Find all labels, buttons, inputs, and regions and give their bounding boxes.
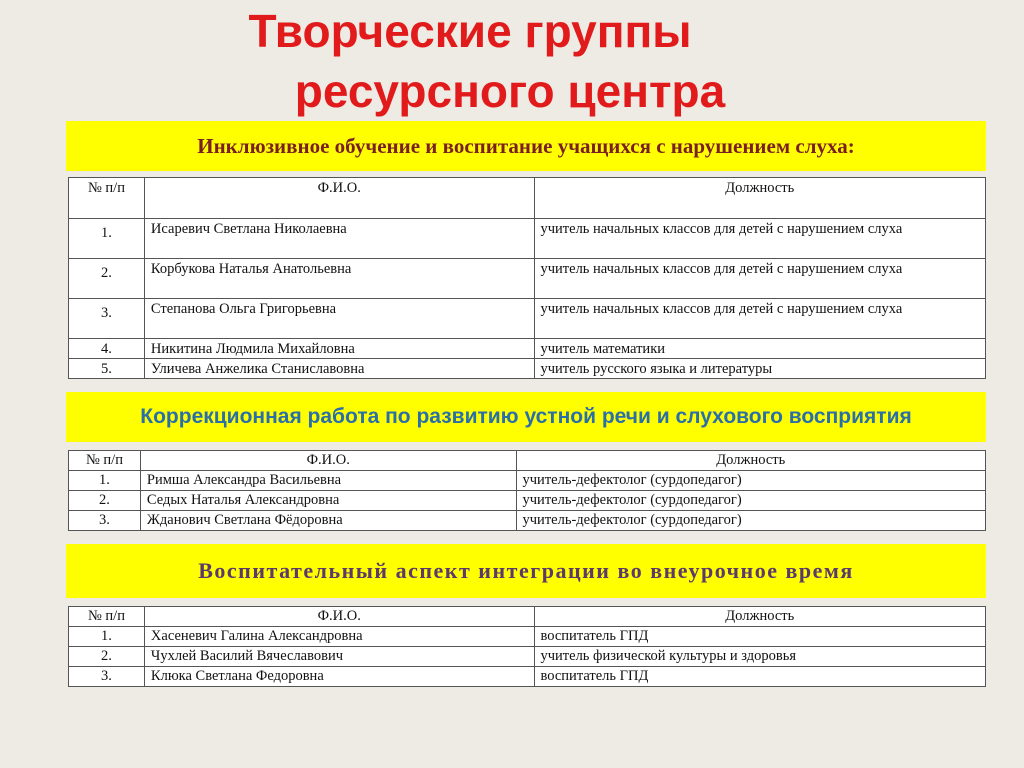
- row-position: учитель-дефектолог (сурдопедагог): [516, 491, 985, 511]
- table-row: [69, 219, 986, 259]
- row-number: 3.: [69, 667, 145, 687]
- table-row: [69, 627, 986, 647]
- row-number: 2.: [69, 647, 145, 667]
- row-name: Клюка Светлана Федоровна: [144, 667, 534, 687]
- row-name: Корбукова Наталья Анатольевна: [144, 259, 534, 299]
- row-position: учитель начальных классов для детей с нарушением слуха: [534, 259, 986, 299]
- table-header-row: [69, 178, 986, 219]
- group-heading-correction: Коррекционная работа по развитию устной речи и слухового восприятия: [66, 392, 986, 442]
- column-header-name: Ф.И.О.: [144, 178, 534, 219]
- column-header-name: Ф.И.О.: [140, 451, 516, 471]
- row-number: 2.: [69, 491, 141, 511]
- group-heading-inclusive: Инклюзивное обучение и воспитание учащихся с нарушением слуха:: [66, 121, 986, 171]
- group-table-extracurricular: [68, 606, 986, 687]
- table-row: [69, 647, 986, 667]
- row-position: учитель математики: [534, 339, 986, 359]
- row-number: 4.: [69, 339, 145, 359]
- row-number: 1.: [69, 471, 141, 491]
- table-row: [69, 259, 986, 299]
- row-number: 1.: [69, 219, 145, 259]
- table-row: [69, 471, 986, 491]
- row-name: Никитина Людмила Михайловна: [144, 339, 534, 359]
- group-table-correction: [68, 450, 986, 531]
- row-name: Уличева Анжелика Станиславовна: [144, 359, 534, 379]
- group-table-inclusive: [68, 177, 986, 379]
- column-header-position: Должность: [534, 178, 986, 219]
- table-header-row: [69, 607, 986, 627]
- row-number: 3.: [69, 299, 145, 339]
- table-row: [69, 667, 986, 687]
- row-position: учитель начальных классов для детей с нарушением слуха: [534, 299, 986, 339]
- table-row: [69, 359, 986, 379]
- row-position: воспитатель ГПД: [534, 667, 986, 687]
- row-name: Степанова Ольга Григорьевна: [144, 299, 534, 339]
- row-name: Жданович Светлана Фёдоровна: [140, 511, 516, 531]
- row-number: 5.: [69, 359, 145, 379]
- table-row: [69, 511, 986, 531]
- group-heading-extracurricular: Воспитательный аспект интеграции во внеурочное время: [66, 544, 986, 598]
- row-position: учитель начальных классов для детей с нарушением слуха: [534, 219, 986, 259]
- table-header-row: [69, 451, 986, 471]
- row-number: 2.: [69, 259, 145, 299]
- row-position: учитель русского языка и литературы: [534, 359, 986, 379]
- column-header-position: Должность: [534, 607, 986, 627]
- row-position: воспитатель ГПД: [534, 627, 986, 647]
- row-number: 3.: [69, 511, 141, 531]
- page-title-line-2: ресурсного центра: [294, 65, 726, 117]
- row-position: учитель физической культуры и здоровья: [534, 647, 986, 667]
- row-position: учитель-дефектолог (сурдопедагог): [516, 471, 985, 491]
- row-name: Исаревич Светлана Николаевна: [144, 219, 534, 259]
- table-row: [69, 491, 986, 511]
- row-name: Седых Наталья Александровна: [140, 491, 516, 511]
- column-header-position: Должность: [516, 451, 985, 471]
- column-header-number: № п/п: [69, 178, 145, 219]
- table-row: [69, 339, 986, 359]
- column-header-number: № п/п: [69, 451, 141, 471]
- column-header-number: № п/п: [69, 607, 145, 627]
- row-position: учитель-дефектолог (сурдопедагог): [516, 511, 985, 531]
- table-row: [69, 299, 986, 339]
- row-name: Чухлей Василий Вячеславович: [144, 647, 534, 667]
- page-title-line-1: Творческие группы: [248, 5, 692, 57]
- row-name: Хасеневич Галина Александровна: [144, 627, 534, 647]
- column-header-name: Ф.И.О.: [144, 607, 534, 627]
- row-number: 1.: [69, 627, 145, 647]
- row-name: Римша Александра Васильевна: [140, 471, 516, 491]
